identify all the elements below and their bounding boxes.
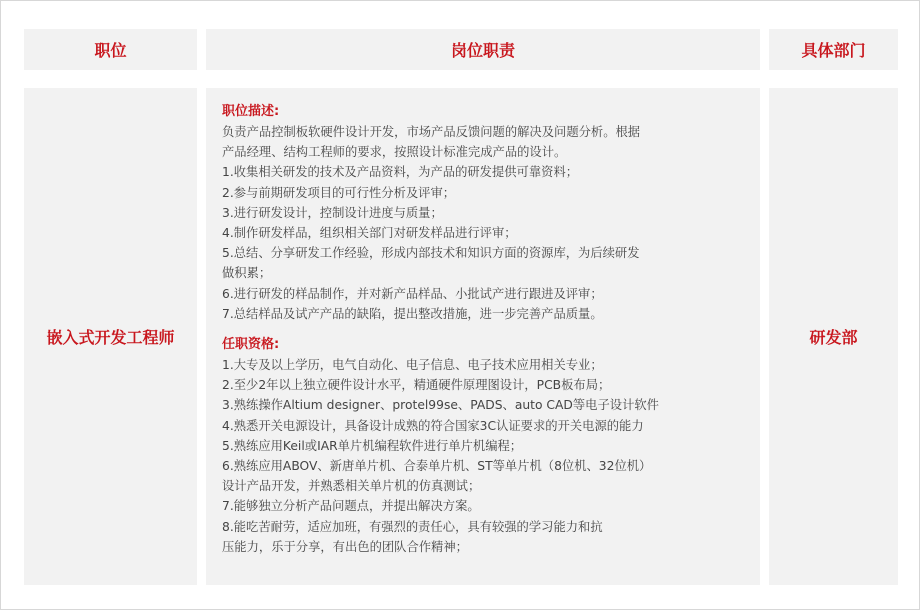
description-line: 3.进行研发设计，控制设计进度与质量； [222, 205, 443, 220]
duties-cell [206, 88, 760, 585]
description-line: 4.制作研发样品，组织相关部门对研发样品进行评审； [222, 226, 517, 241]
description-line: 1.收集相关研发的技术及产品资料，为产品的研发提供可靠资料； [222, 165, 579, 180]
department-cell [769, 88, 898, 585]
requirements-title: 任职资格: [222, 337, 280, 353]
department-name: 研发部 [809, 328, 858, 347]
requirement-line: 3.熟练操作Altium designer、protel99se、PADS、auto CAD等电子设计软件 [222, 398, 659, 413]
requirement-line: 5.熟练应用Keil或IAR单片机编程软件进行单片机编程； [222, 438, 523, 453]
description-line: 负责产品控制板软硬件设计开发，市场产品反馈问题的解决及问题分析。根据 [222, 125, 641, 139]
header-duties: 岗位职责 [206, 29, 760, 70]
description-title: 职位描述: [222, 104, 280, 119]
requirement-line: 7.能够独立分析产品问题点，并提出解决方案。 [222, 499, 480, 514]
requirement-line: 8.能吃苦耐劳，适应加班，有强烈的责任心，具有较强的学习能力和抗 [222, 519, 603, 534]
description-line: 2.参与前期研发项目的可行性分析及评审； [222, 185, 456, 200]
description-list [222, 122, 752, 324]
description-line: 产品经理、结构工程师的要求，按照设计标准完成产品的设计。 [222, 145, 567, 160]
requirement-line: 4.熟悉开关电源设计，具备设计成熟的符合国家3C认证要求的开关电源的能力 [222, 418, 644, 433]
header-department: 具体部门 [769, 29, 898, 70]
description-line: 6.进行研发的样品制作，并对新产品样品、小批试产进行跟进及评审； [222, 286, 603, 301]
requirement-line: 6.熟练应用ABOV、新唐单片机、合泰单片机、ST等单片机（8位机、32位机） [222, 459, 652, 474]
position-name: 嵌入式开发工程师 [46, 328, 175, 347]
requirement-line: 1.大专及以上学历，电气自动化、电子信息、电子技术应用相关专业； [222, 358, 603, 373]
requirements-list [222, 355, 752, 557]
requirement-line: 2.至少2年以上独立硬件设计水平，精通硬件原理图设计，PCB板布局； [222, 378, 611, 393]
description-line: 7.总结样品及试产产品的缺陷，提出整改措施，进一步完善产品质量。 [222, 306, 603, 321]
requirement-line: 压能力，乐于分享，有出色的团队合作精神； [222, 539, 468, 554]
position-cell [24, 88, 197, 585]
description-line: 5.总结、分享研发工作经验，形成内部技术和知识方面的资源库，为后续研发 [222, 246, 640, 261]
description-line: 做积累； [222, 266, 272, 281]
header-position: 职位 [24, 29, 197, 70]
requirement-line: 设计产品开发，并熟悉相关单片机的仿真测试； [222, 479, 481, 494]
